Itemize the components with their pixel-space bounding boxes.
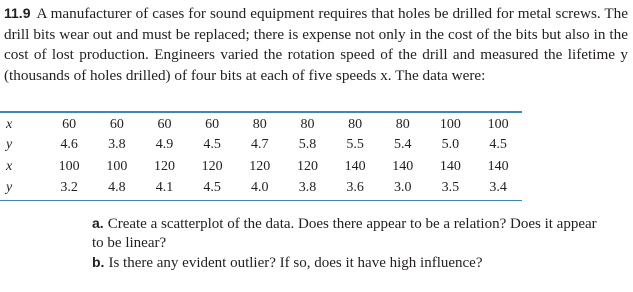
table-cell: 120 (296, 159, 318, 174)
table-cell: 80 (284, 112, 332, 134)
question-parts (92, 214, 612, 273)
table-cell: 5.5 (346, 137, 364, 152)
table-cell: 140 (344, 159, 366, 174)
table-cell: 3.8 (284, 178, 332, 200)
table-cell: 80 (379, 112, 427, 134)
data-table (0, 111, 522, 201)
table-cell: 60 (188, 112, 236, 134)
table-cell: 3.6 (331, 178, 379, 200)
part-b-label: b. (92, 254, 105, 270)
table-cell: 80 (236, 112, 284, 134)
variable-label: x (0, 112, 45, 134)
table-cell: 100 (427, 112, 475, 134)
table-cell: 100 (58, 159, 80, 174)
table-cell: 4.9 (155, 137, 174, 152)
table-row (0, 134, 522, 156)
table-cell: 4.0 (236, 178, 284, 200)
table-cell: 4.1 (141, 178, 189, 200)
table-cell: 140 (487, 159, 509, 174)
problem-text: A manufacturer of cases for sound equipment requires that holes be drilled for metal screws. The drill bits wear out and must be replaced; there is expense not only in the cost of the bits but also in the cost of lost production. Engineers varied the rotation speed of the drill and measured the lifetime y (thousands of holes drilled) of four bits at each of five speeds x. The data were: (4, 5, 628, 84)
table-cell: 4.5 (489, 137, 507, 152)
table-cell: 4.8 (93, 178, 141, 200)
part-b-text: Is there any evident outlier? If so, does it have high influence? (108, 255, 483, 271)
part-a-text: Create a scatterplot of the data. Does there appear to be a relation? Does it appear to be linear? (92, 216, 597, 251)
table-cell: 3.2 (45, 178, 93, 200)
table-cell: 3.4 (474, 178, 522, 200)
table-row (0, 156, 522, 178)
table-cell: 80 (331, 112, 379, 134)
question-part-a (92, 214, 612, 253)
table-cell: 5.4 (394, 137, 412, 152)
table-cell: 60 (45, 112, 93, 134)
table-cell: 120 (153, 159, 175, 174)
table-cell: 3.5 (427, 178, 475, 200)
table-cell: 4.6 (60, 137, 78, 152)
problem-statement (4, 3, 628, 86)
table-cell: 140 (392, 159, 414, 174)
table-cell: 3.8 (108, 137, 126, 152)
variable-label: x (6, 159, 13, 174)
table-cell: 5.0 (441, 137, 460, 152)
variable-label: y (6, 137, 13, 152)
table-cell: 60 (93, 112, 141, 134)
part-a-label: a. (92, 215, 104, 231)
table-cell: 5.8 (298, 137, 317, 152)
table-cell: 4.5 (188, 178, 236, 200)
table-cell: 60 (141, 112, 189, 134)
table-cell: 3.0 (379, 178, 427, 200)
variable-label: y (0, 178, 45, 200)
problem-number: 11.9 (4, 5, 31, 21)
table-row (0, 112, 522, 134)
table-cell: 4.7 (251, 137, 269, 152)
table-row (0, 178, 522, 200)
table-cell: 100 (106, 159, 128, 174)
table-cell: 120 (249, 159, 271, 174)
table-cell: 140 (439, 159, 461, 174)
table-cell: 120 (201, 159, 223, 174)
question-part-b (92, 253, 612, 273)
table-cell: 4.5 (203, 137, 221, 152)
table-cell: 100 (474, 112, 522, 134)
